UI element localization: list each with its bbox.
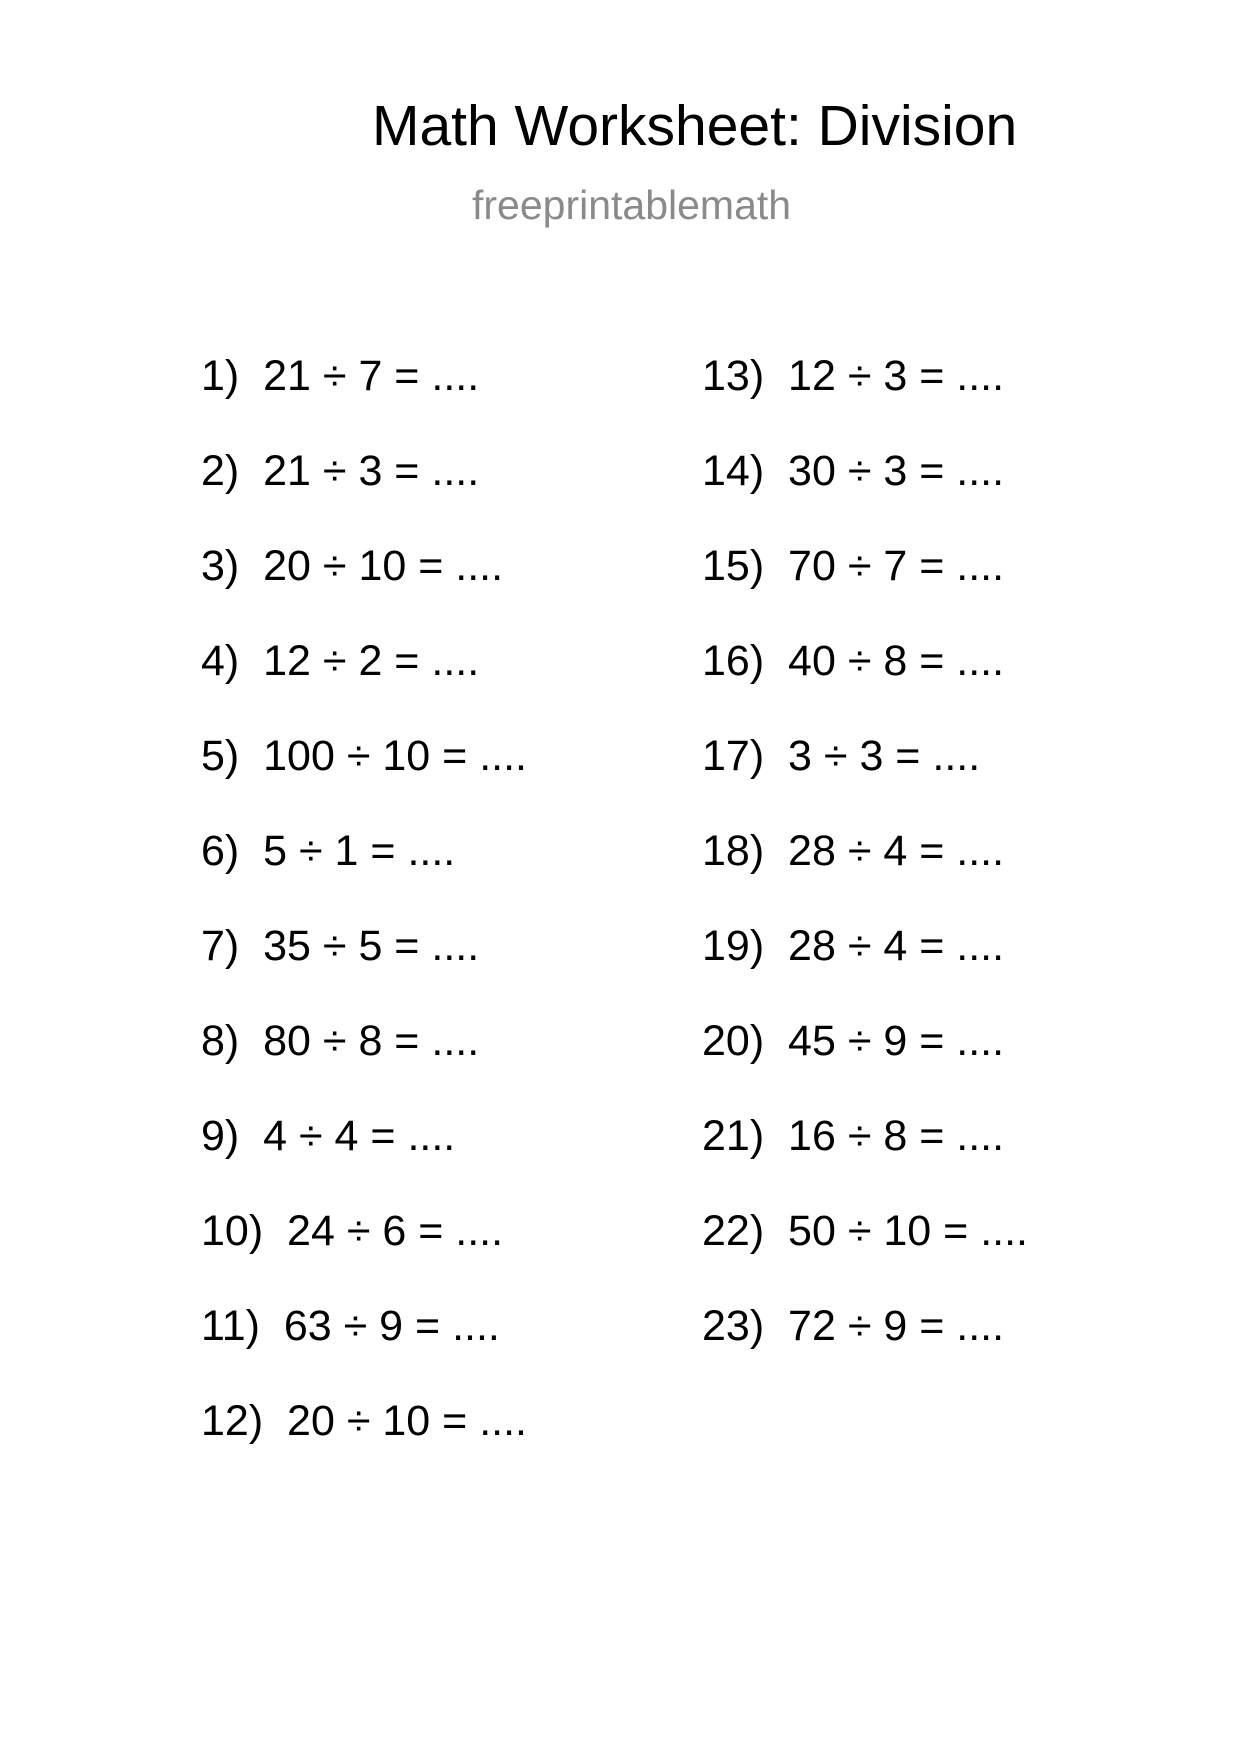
worksheet-title: Math Worksheet: Division bbox=[372, 94, 1018, 158]
problem-7: 7) 35 ÷ 5 = .... bbox=[201, 922, 480, 970]
problem-21: 21) 16 ÷ 8 = .... bbox=[702, 1112, 1005, 1160]
problem-3: 3) 20 ÷ 10 = .... bbox=[201, 542, 504, 590]
problem-2: 2) 21 ÷ 3 = .... bbox=[201, 447, 480, 495]
problem-1: 1) 21 ÷ 7 = .... bbox=[201, 352, 480, 400]
worksheet-source: freeprintablemath bbox=[472, 182, 792, 228]
problem-19: 19) 28 ÷ 4 = .... bbox=[702, 922, 1005, 970]
problem-9: 9) 4 ÷ 4 = .... bbox=[201, 1112, 456, 1160]
problem-column-left bbox=[201, 352, 527, 1495]
problem-13: 13) 12 ÷ 3 = .... bbox=[702, 352, 1005, 400]
problem-10: 10) 24 ÷ 6 = .... bbox=[201, 1207, 504, 1255]
problem-22: 22) 50 ÷ 10 = .... bbox=[702, 1207, 1028, 1255]
problem-16: 16) 40 ÷ 8 = .... bbox=[702, 637, 1005, 685]
problem-4: 4) 12 ÷ 2 = .... bbox=[201, 637, 480, 685]
problem-12: 12) 20 ÷ 10 = .... bbox=[201, 1397, 527, 1445]
problem-column-right bbox=[702, 352, 1028, 1400]
problem-17: 17) 3 ÷ 3 = .... bbox=[702, 732, 981, 780]
problem-20: 20) 45 ÷ 9 = .... bbox=[702, 1017, 1005, 1065]
problem-8: 8) 80 ÷ 8 = .... bbox=[201, 1017, 480, 1065]
problem-6: 6) 5 ÷ 1 = .... bbox=[201, 827, 456, 875]
problem-15: 15) 70 ÷ 7 = .... bbox=[702, 542, 1005, 590]
problem-18: 18) 28 ÷ 4 = .... bbox=[702, 827, 1005, 875]
problem-11: 11) 63 ÷ 9 = .... bbox=[201, 1302, 500, 1350]
problem-23: 23) 72 ÷ 9 = .... bbox=[702, 1302, 1005, 1350]
problem-14: 14) 30 ÷ 3 = .... bbox=[702, 447, 1005, 495]
problem-5: 5) 100 ÷ 10 = .... bbox=[201, 732, 527, 780]
